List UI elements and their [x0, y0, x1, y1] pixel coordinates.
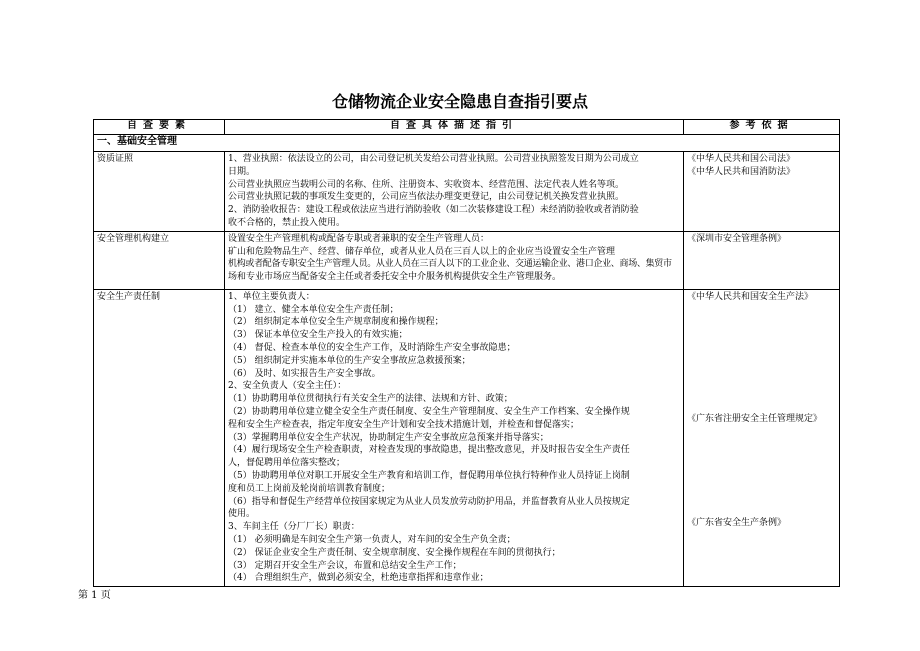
desc-line: 1、单位主要负责人： [228, 291, 315, 302]
table-row [94, 152, 840, 232]
desc-line: 程和安全生产检查表，指定年度安全生产计划和安全技术措施计划，并检查和督促落实； [228, 419, 580, 430]
desc-line: （6） 及时、如实报告生产安全事故。 [228, 368, 381, 379]
row-description [225, 289, 684, 586]
desc-line: （6）指导和督促生产经营单位按国家规定为从业人员发放劳动防护用品，并监督教育从业人员按规定 [228, 496, 630, 507]
desc-line: （2） 保证企业安全生产责任制、安全规章制度、安全操作规程在车间的贯彻执行； [228, 547, 561, 558]
desc-line: 日期。 [228, 166, 256, 177]
header-element: 自查要素 [94, 120, 225, 135]
reference-item: 《广东省安全生产条例》 [687, 517, 787, 528]
desc-line: （1） 建立、健全本单位安全生产责任制； [228, 304, 399, 315]
table-row [94, 231, 840, 289]
row-description [225, 152, 684, 232]
header-reference: 参考依据 [684, 120, 840, 135]
desc-line: 2、消防验收报告：建设工程或依法应当进行消防验收（如二次装修建设工程）未经消防验收或者消防验 [228, 205, 639, 216]
desc-line: 人，督促聘用单位落实整改； [228, 458, 346, 469]
reference-item: 《深圳市安全管理条例》 [687, 233, 787, 244]
table-header-row [94, 120, 840, 135]
desc-line: 设置安全生产管理机构或配备专职或者兼职的安全生产管理人员： [228, 233, 490, 244]
row-reference [684, 152, 840, 232]
desc-line: （4） 督促、检查本单位的安全生产工作，及时消除生产安全事故隐患； [228, 342, 516, 353]
desc-line: 机构或者配备专职安全生产管理人员。从业人员在三百人以下的工业企业、交通运输企业、港口企业、商场、集贸市 [228, 259, 672, 270]
section-title: 一、基础安全管理 [94, 135, 840, 152]
reference-item: 《中华人民共和国消防法》 [687, 166, 796, 177]
desc-line: （1）协助聘用单位贯彻执行有关安全生产的法律、法规和方针、政策； [228, 394, 513, 405]
desc-line: （3） 保证本单位安全生产投入的有效实施； [228, 330, 408, 341]
row-element: 资质证照 [94, 152, 225, 232]
reference-item: 《广东省注册安全主任管理规定》 [687, 413, 823, 424]
desc-line: 使用。 [228, 509, 256, 520]
desc-line: （4）履行现场安全生产检查职责，对检查发现的事故隐患，提出整改意见，并及时报告安全生产责任 [228, 445, 630, 456]
desc-line: 收不合格的，禁止投入使用。 [228, 217, 346, 228]
table-row [94, 289, 840, 586]
desc-line: 公司营业执照记载的事项发生变更的，公司应当依法办理变更登记，由公司登记机关换发营业执照。 [228, 192, 625, 203]
page-title: 仓储物流企业安全隐患自查指引要点 [331, 92, 588, 111]
desc-line: 公司营业执照应当载明公司的名称、住所、注册资本、实收资本、经营范围、法定代表人姓名等项。 [228, 179, 625, 190]
row-element: 安全生产责任制 [94, 289, 225, 586]
desc-line: （2）协助聘用单位建立健全安全生产责任制度、安全生产管理制度、安全生产工作档案、安全操作规 [228, 406, 630, 417]
header-description: 自查具体描述指引 [225, 120, 684, 135]
reference-item: 《中华人民共和国公司法》 [687, 154, 796, 164]
row-description [225, 231, 684, 289]
desc-line: （3） 定期召开安全生产会议，布置和总结安全生产工作； [228, 560, 462, 571]
reference-item: 《中华人民共和国安全生产法》 [687, 291, 814, 302]
desc-line: 场和专业市场应当配备安全主任或者委托安全中介服务机构提供安全生产管理服务。 [228, 272, 562, 283]
page-number: 第 1 页 [78, 590, 111, 601]
desc-line: 1、营业执照：依法设立的公司，由公司登记机关发给公司营业执照。公司营业执照签发日期为公司成立 [228, 154, 639, 164]
row-reference [684, 289, 840, 586]
desc-line: （2） 组织制定本单位安全生产规章制度和操作规程； [228, 317, 444, 328]
desc-line: （1） 必须明确是车间安全生产第一负责人，对车间的安全生产负全责； [228, 534, 516, 545]
desc-line: （5）协助聘用单位对职工开展安全生产教育和培训工作，督促聘用单位执行特种作业人员持证上岗制 [228, 470, 630, 481]
desc-line: 2、安全负责人（安全主任）： [228, 381, 347, 392]
section-row [94, 135, 840, 152]
row-element: 安全管理机构建立 [94, 231, 225, 289]
desc-line: （4） 合理组织生产，做到必须安全，杜绝违章指挥和违章作业； [228, 573, 489, 584]
desc-line: （5） 组织制定并实施本单位的生产安全事故应急救援预案； [228, 355, 471, 366]
desc-line: 矿山和危险物品生产、经营、储存单位，或者从业人员在三百人以上的企业应当设置安全生产管理 [228, 246, 616, 257]
desc-line: 度和员工上岗前及轮岗前培训教育制度； [228, 483, 391, 494]
desc-line: 3、车间主任（分厂厂长）职责： [228, 522, 360, 533]
desc-line: （3）掌握聘用单位安全生产状况，协助制定生产安全事故应急预案并指导落实； [228, 432, 549, 443]
row-reference [684, 231, 840, 289]
checklist-table [93, 119, 840, 587]
